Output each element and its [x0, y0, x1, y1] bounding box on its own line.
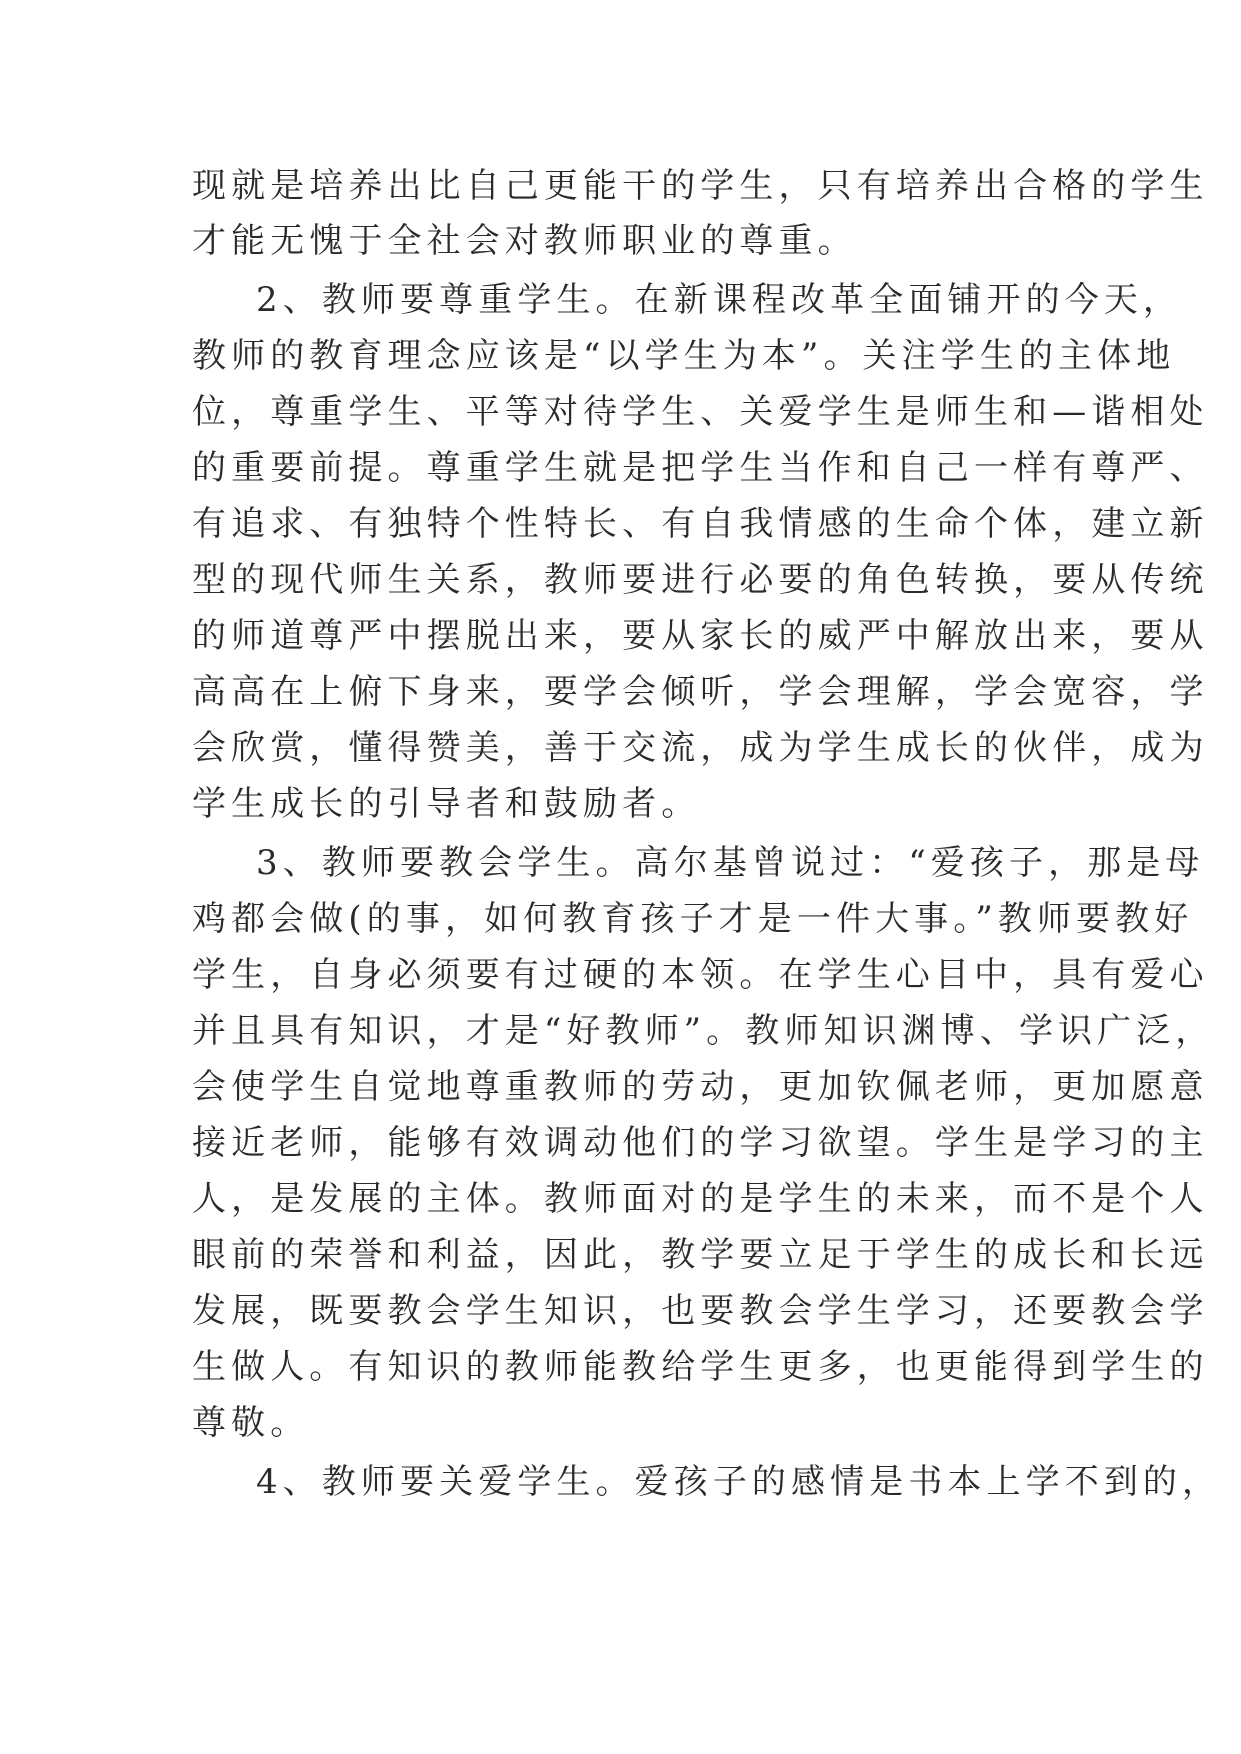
text-line: 学生，自身必须要有过硬的本领。在学生心目中，具有爱心 [192, 955, 1209, 995]
text-line: 生做人。有知识的教师能教给学生更多，也更能得到学生的 [192, 1347, 1209, 1387]
text-line: 会欣赏，懂得赞美，善于交流，成为学生成长的伙伴，成为 [192, 728, 1209, 768]
text-line: 人，是发展的主体。教师面对的是学生的未来，而不是个人 [192, 1179, 1209, 1219]
text-line: 型的现代师生关系，教师要进行必要的角色转换，要从传统 [192, 560, 1209, 600]
text-line: 现就是培养出比自己更能干的学生，只有培养出合格的学生 [192, 166, 1209, 206]
paragraph-4-start: 4、教师要关爱学生。爱孩子的感情是书本上学不到的， [256, 1462, 1222, 1502]
text-line: 并且具有知识，才是“好教师”。教师知识渊博、学识广泛， [192, 1011, 1215, 1051]
paragraph-2-start: 2、教师要尊重学生。在新课程改革全面铺开的今天， [256, 280, 1183, 320]
text-line: 位，尊重学生、平等对待学生、关爱学生是师生和—谐相处 [192, 392, 1209, 432]
text-line: 会使学生自觉地尊重教师的劳动，更加钦佩老师，更加愿意 [192, 1067, 1209, 1107]
paragraph-3-start: 3、教师要教会学生。高尔基曾说过：“爱孩子，那是母 [256, 843, 1205, 883]
text-line: 有追求、有独特个性特长、有自我情感的生命个体，建立新 [192, 504, 1209, 544]
text-line: 鸡都会做(的事，如何教育孩子才是一件大事。”教师要教好 [192, 899, 1194, 939]
text-line: 才能无愧于全社会对教师职业的尊重。 [192, 221, 857, 261]
text-line: 高高在上俯下身来，要学会倾听，学会理解，学会宽容，学 [192, 672, 1209, 712]
text-line: 接近老师，能够有效调动他们的学习欲望。学生是学习的主 [192, 1123, 1209, 1163]
text-line: 尊敬。 [192, 1403, 310, 1443]
text-line: 的师道尊严中摆脱出来，要从家长的威严中解放出来，要从 [192, 616, 1209, 656]
text-line: 学生成长的引导者和鼓励者。 [192, 784, 701, 824]
text-line: 教师的教育理念应该是“以学生为本”。关注学生的主体地 [192, 336, 1176, 376]
text-line: 发展，既要教会学生知识，也要教会学生学习，还要教会学 [192, 1291, 1209, 1331]
text-line: 眼前的荣誉和利益，因此，教学要立足于学生的成长和长远 [192, 1235, 1209, 1275]
text-line: 的重要前提。尊重学生就是把学生当作和自己一样有尊严、 [192, 448, 1209, 488]
